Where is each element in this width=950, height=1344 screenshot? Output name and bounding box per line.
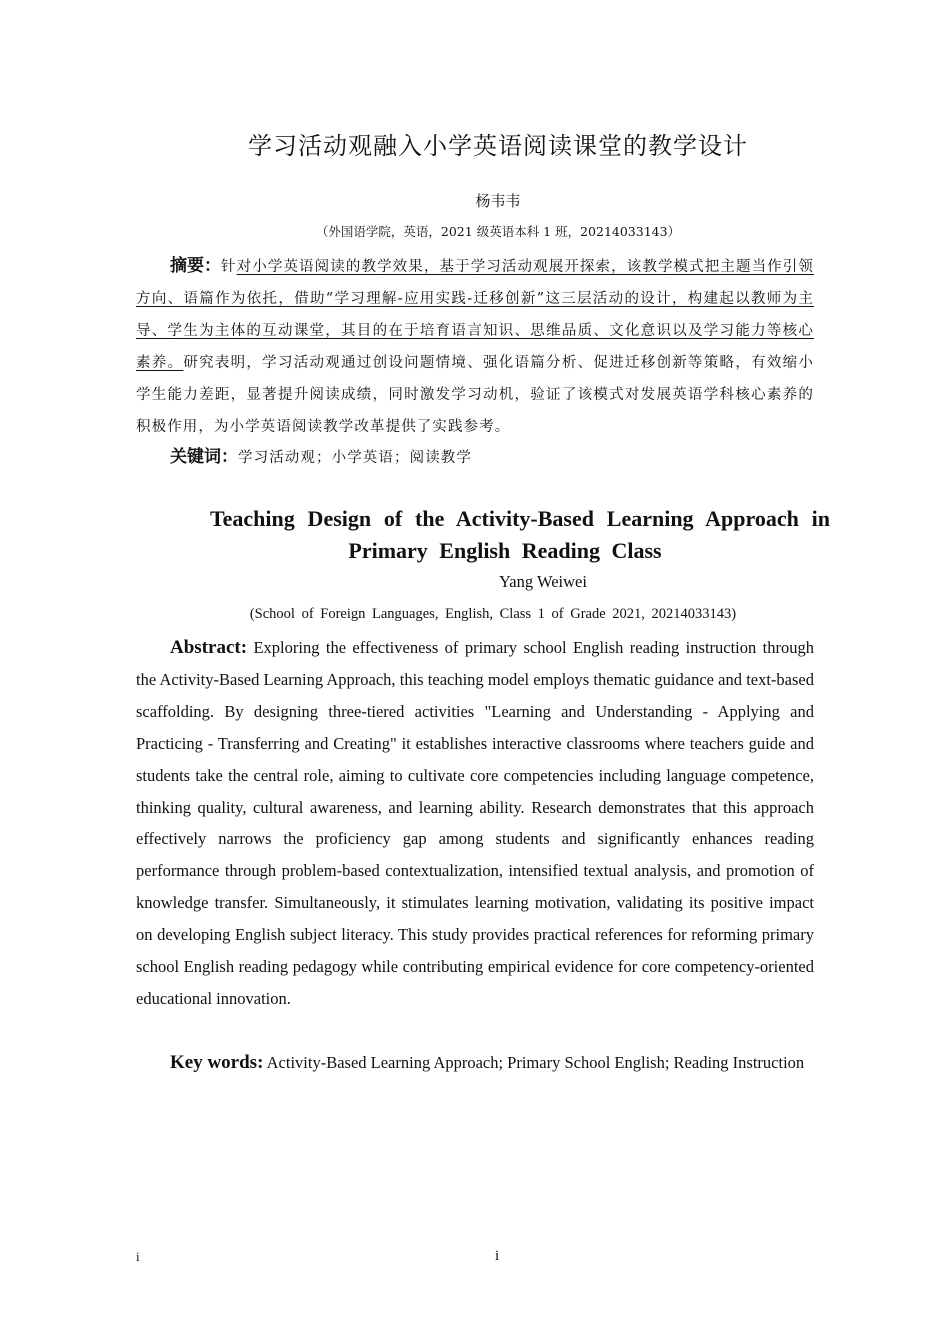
english-keywords-label: Key words:	[170, 1052, 264, 1073]
english-abstract-text: Exploring the effectiveness of primary school English reading instruction through the Activity-Based Learning Approach, this teaching model employs thematic guidance and text-based scaffolding. By designing three-tiered activities "Learning and Understanding - Applying and Practicing - Transferring and Creating" it establishes interactive classrooms where teachers guide and students take the central role, aiming to cultivate core competencies including language competence, thinking quality, cultural awareness, and learning ability. Research demonstrates that this approach effectively narrows the proficiency gap among students and significantly enhances reading performance through problem-based contextualization, intensified textual analysis, and promotion of knowledge transfer. Simultaneously, it stimulates learning motivation, validating its positive impact on developing English subject literacy. This study provides practical references for reforming primary school English reading pedagogy while contributing empirical evidence for core competency-oriented educational innovation.	[136, 638, 815, 1008]
chinese-keywords-label: 关键词：	[170, 447, 238, 467]
english-author: Yang Weiwei	[499, 572, 587, 591]
chinese-abstract-rest: 研究表明，学习活动观通过创设问题情境、强化语篇分析、促进迁移创新等策略，有效缩小学生能力差距，显著提升阅读成绩，同时激发学习动机，验证了该模式对发展英语学科核心素养的积极作用，为小学英语阅读教学改革提供了实践参考。	[136, 355, 814, 435]
english-abstract	[136, 632, 814, 1015]
chinese-author: 杨韦韦	[475, 192, 521, 210]
english-affiliation: (School of Foreign Languages, English, Class 1 of Grade 2021, 20214033143)	[249, 606, 737, 622]
chinese-affiliation: （外国语学院，英语，2021 级英语本科 1 班，20214033143）	[315, 224, 681, 239]
english-keywords-text: Activity-Based Learning Approach; Primary School English; Reading Instruction	[266, 1053, 805, 1072]
chinese-title: 学习活动观融入小学英语阅读课堂的教学设计	[248, 132, 748, 160]
footer-page-number-center: i	[495, 1248, 500, 1264]
english-abstract-label: Abstract:	[170, 637, 248, 658]
chinese-abstract	[136, 250, 814, 443]
chinese-keywords-text: 学习活动观；小学英语；阅读教学	[238, 450, 472, 466]
chinese-abstract-label: 摘要：	[170, 256, 222, 276]
chinese-abstract-underlined: 对小学英语阅读的教学效果，基于学习活动观展开探索，该教学模式把主题当作引领方向、语篇作为依托，借助“学习理解-应用实践-迁移创新”这三层活动的设计，构建起以教师为主导、学生为主体的互动课堂，其目的在于培育语言知识、思维品质、文化意识以及学习能力等核心素养。	[136, 259, 814, 371]
chinese-keywords	[170, 441, 814, 474]
chinese-abstract-lead: 针	[221, 259, 237, 275]
footer-page-number-left: i	[136, 1249, 140, 1264]
english-title-line2: Primary English Reading Class	[348, 538, 662, 563]
english-title-line1: Teaching Design of the Activity-Based Learning Approach in	[210, 506, 830, 531]
english-title	[210, 503, 830, 567]
english-keywords	[136, 1047, 814, 1079]
